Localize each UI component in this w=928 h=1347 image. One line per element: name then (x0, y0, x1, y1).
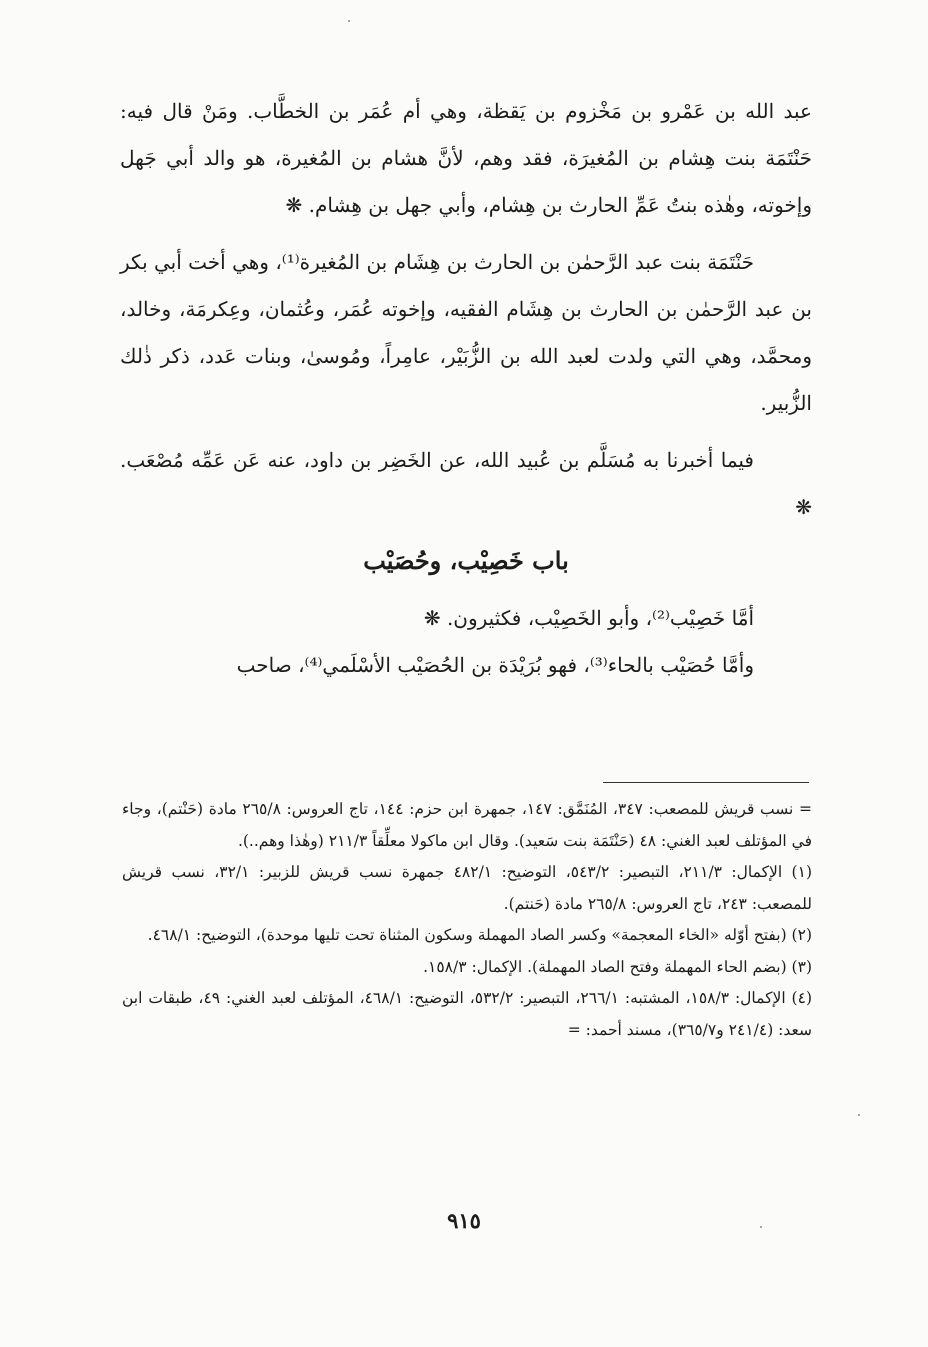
footnotes (122, 794, 812, 1046)
footnote-2: (٢) (بفتح أوّله «الخاء المعجمة» وكسر الصاد المهملة وسكون المثناة تحت تليها موحدة)، التوضيح: ٤٦٨/١. (147, 926, 812, 944)
footnote-3: (٣) (بضم الحاء المهملة وفتح الصاد المهملة). الإكمال: ١٥٨/٣. (423, 957, 812, 976)
footnote-4: (٤) الإكمال: ١٥٨/٣، المشتبه: ٢٦٦/١، التبصير: ٥٣٢/٢، التوضيح: ٤٦٨/١، المؤتلف لعبد الغني: ٤٩، طبقات ابن سعد: (٢٤١/٤ و٣٦٥/٧)، مسند أحمد: = (122, 989, 812, 1039)
section-heading: باب خَصِيْب، وحُصَيْب (363, 546, 569, 575)
page-number: ٩١٥ (447, 1208, 481, 1233)
footnote-separator (603, 782, 809, 783)
footnote-continued: = نسب قريش للمصعب: ٣٤٧، المُنَمَّق: ١٤٧، جمهرة ابن حزم: ١٤٤، تاج العروس: ٢٦٥/٨ مادة (حَنْتم)، وجاء في المؤتلف لعبد الغني: ٤٨ (حَنْتَمَة بنت سَعيد). وقال ابن ماكولا معلِّقاً ٢١١/٣ (وهٰذا وهم..). (122, 800, 812, 850)
main-text (120, 88, 812, 689)
paragraph-isnad: فيما أخبرنا به مُسَلَّم بن عُبيد الله، عن الخَضِر بن داود، عنه عَن عَمِّه مُصْعَب. ❋ (120, 448, 812, 519)
footnote-1: (١) الإكمال: ٢١١/٣، التبصير: ٥٤٣/٢، التوضيح: ٤٨٢/١ جمهرة نسب قريش للزبير: ٣٢/١، نسب قريش للمصعب: ٢٤٣، تاج العروس: ٢٦٥/٨ مادة (حَنتم). (122, 863, 812, 913)
paragraph-husayb: وأمَّا حُصَيْب بالحاء⁽³⁾، فهو بُرَيْدَة بن الحُصَيْب الأسْلَمي⁽⁴⁾، صاحب (236, 653, 754, 677)
paragraph-umar-mother: عبد الله بن عَمْرو بن مَخْزوم بن يَقظة، وهي أم عُمَر بن الخطَّاب. ومَنْ قال فيه: حَنْتَمَة بنت هِشام بن المُغيرَة، فقد وهم، لأنَّ هشام بن المُغيرة، هو والد أبي جَهل وإخوته، وهٰذه بنتُ عَمِّ الحارث بن هِشام، وأبي جهل بن هِشام. ❋ (120, 99, 812, 217)
paragraph-khasib: أمَّا خَصِيْب⁽²⁾، وأبو الخَصِيْب، فكثيرون. ❋ (423, 606, 754, 630)
scan-speck (760, 1226, 762, 1228)
scan-speck (348, 20, 350, 22)
scan-speck (858, 1114, 860, 1116)
paragraph-hantama: حَنْتَمَة بنت عبد الرَّحمٰن بن الحارث بن هِشَام بن المُغيرة⁽¹⁾، وهي أخت أبي بكر بن عبد الرَّحمٰن بن الحارث بن هِشَام الفقيه، وإخوته عُمَر، وعُثمان، وعِكرمَة، وخالد، ومحمَّد، وهي التي ولدت لعبد الله بن الزُّبَيْر، عامِراً، ومُوسىٰ، وبنات عَدد، ذكر ذٰلك الزُّبير. (120, 250, 812, 415)
